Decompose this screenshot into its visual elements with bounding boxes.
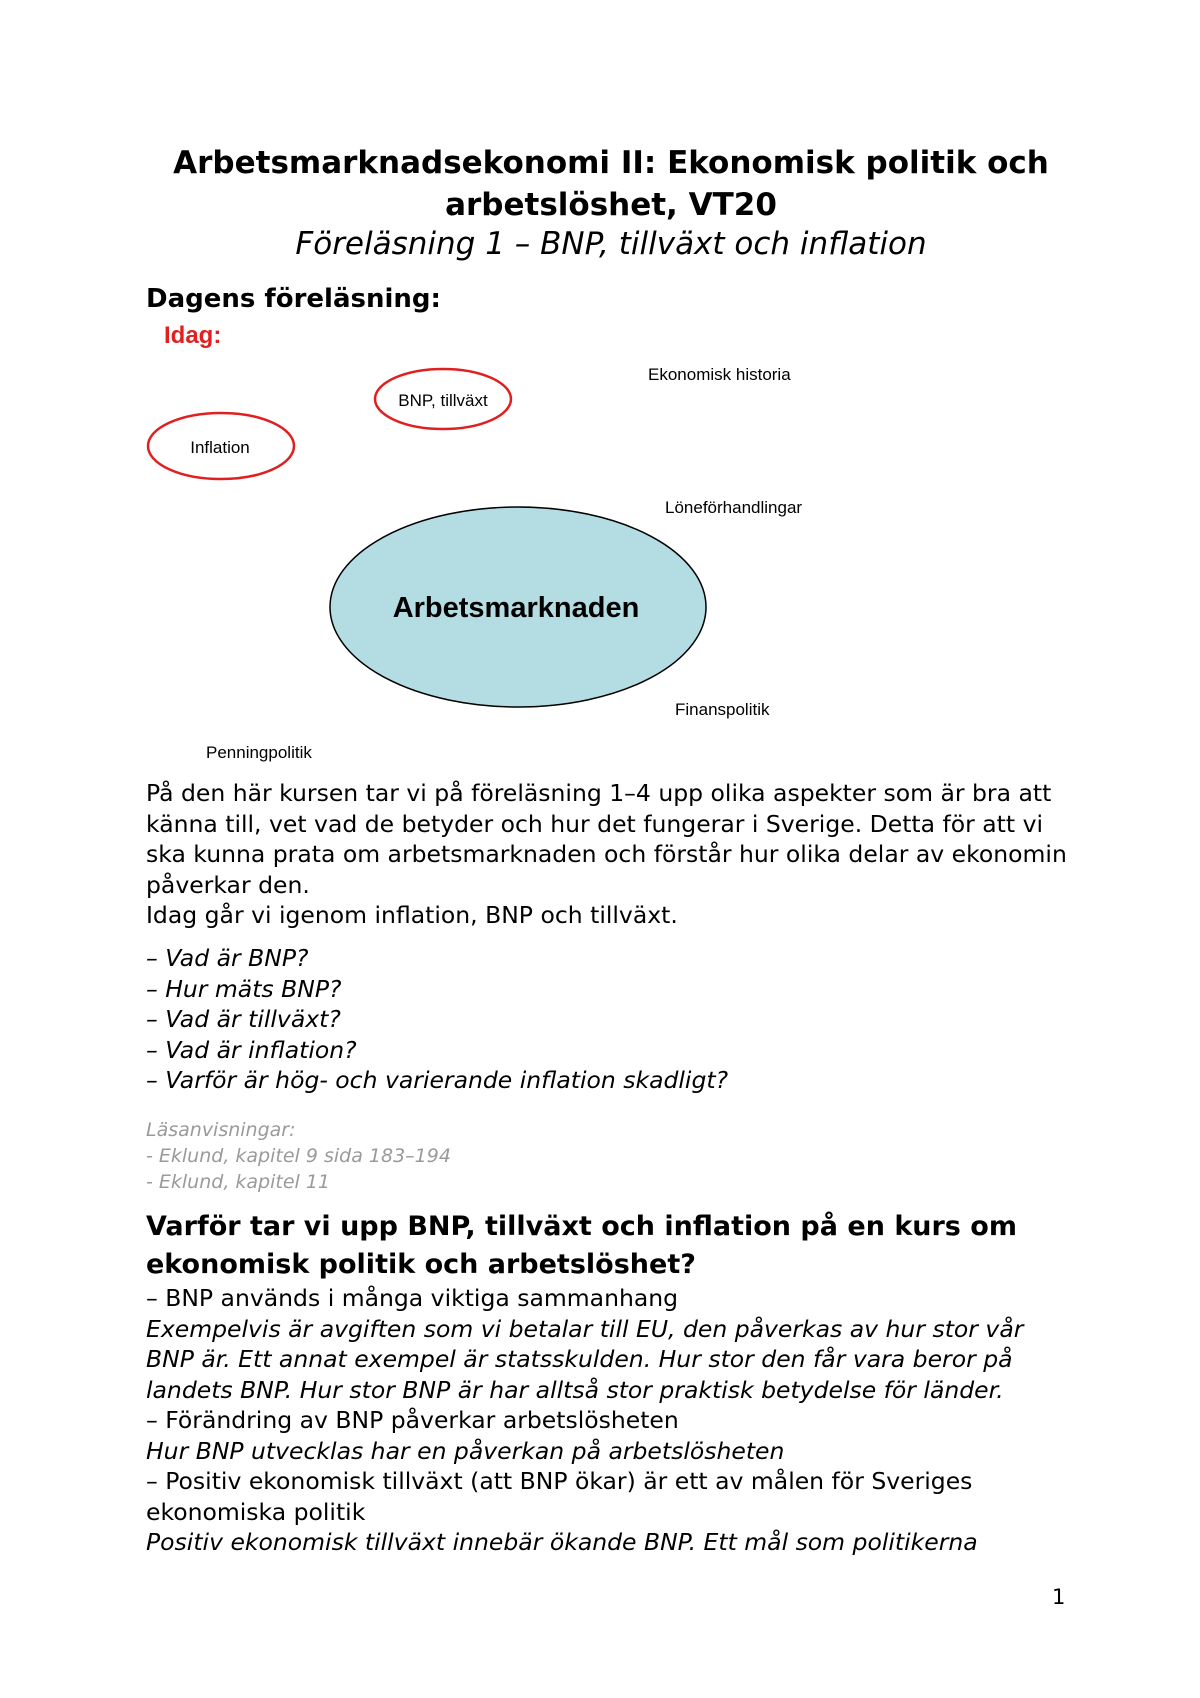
- document-title: Arbetsmarknadsekonomi II: Ekonomisk politik och arbetslöshet, VT20: [173, 145, 1049, 223]
- diagram-penningpolitik-label: Penningpolitik: [206, 743, 312, 762]
- diagram-idag-label: Idag:: [164, 322, 222, 349]
- section-heading-varfor: Varför tar vi upp BNP, tillväxt och inflation på en kurs om ekonomisk politik och arbetslöshet?: [146, 1211, 1017, 1280]
- intro-paragraph: På den här kursen tar vi på föreläsning 1–4 upp olika aspekter som är bra att känna till, vet vad de betyder och hur det fungerar i Sverige. Detta för att vi ska kunna prata om arbetsmarknaden och förstår hur olika delar av ekonomin påverkar den.: [146, 779, 1067, 899]
- reading-item: - Eklund, kapitel 9 sida 183–194: [146, 1145, 451, 1167]
- diagram-inflation-label: Inflation: [190, 438, 250, 457]
- reason-point: – Förändring av BNP påverkar arbetslösheten: [146, 1406, 679, 1434]
- question-item: – Varför är hög- och varierande inflation skadligt?: [146, 1066, 729, 1094]
- diagram-finanspolitik-label: Finanspolitik: [675, 700, 770, 719]
- document-subtitle: Föreläsning 1 – BNP, tillväxt och inflation: [295, 226, 927, 262]
- diagram-ekonomisk-historia-label: Ekonomisk historia: [648, 365, 791, 384]
- page-number: 1: [1052, 1585, 1066, 1609]
- reading-item: - Eklund, kapitel 11: [146, 1171, 331, 1193]
- diagram-bnp-label: BNP, tillväxt: [398, 391, 488, 410]
- question-item: – Vad är BNP?: [146, 944, 309, 972]
- reason-point: – Positiv ekonomisk tillväxt (att BNP ökar) är ett av målen för Sveriges ekonomiska politik: [146, 1467, 973, 1526]
- reason-explanation: Exempelvis är avgiften som vi betalar till EU, den påverkas av hur stor vår BNP är. Ett annat exempel är statsskulden. Hur stor den får vara beror på landets BNP. Hur stor BNP är har alltså stor praktisk betydelse för länder.: [146, 1314, 1024, 1404]
- course-overview-diagram: [146, 315, 1076, 775]
- reading-instructions: [146, 1117, 1076, 1195]
- reason-explanation: Hur BNP utvecklas har en påverkan på arbetslösheten: [146, 1436, 785, 1465]
- reason-point: – BNP används i många viktiga sammanhang: [146, 1284, 679, 1312]
- reading-heading: Läsanvisningar:: [146, 1119, 296, 1141]
- diagram-loneforhandlingar-label: Löneförhandlingar: [665, 498, 803, 517]
- intro-text: [146, 778, 1076, 931]
- question-item: – Vad är tillväxt?: [146, 1005, 341, 1033]
- intro-line-today: Idag går vi igenom inflation, BNP och tillväxt.: [146, 901, 678, 929]
- reason-explanation: Positiv ekonomisk tillväxt innebär ökande BNP. Ett mål som politikerna: [146, 1528, 978, 1556]
- section-heading-dagens: Dagens föreläsning:: [146, 284, 441, 314]
- question-list: [146, 943, 1076, 1096]
- question-item: – Hur mäts BNP?: [146, 974, 342, 1003]
- question-item: – Vad är inflation?: [146, 1035, 357, 1064]
- reasons-list: [146, 1283, 1076, 1558]
- diagram-center-label: Arbetsmarknaden: [392, 592, 640, 624]
